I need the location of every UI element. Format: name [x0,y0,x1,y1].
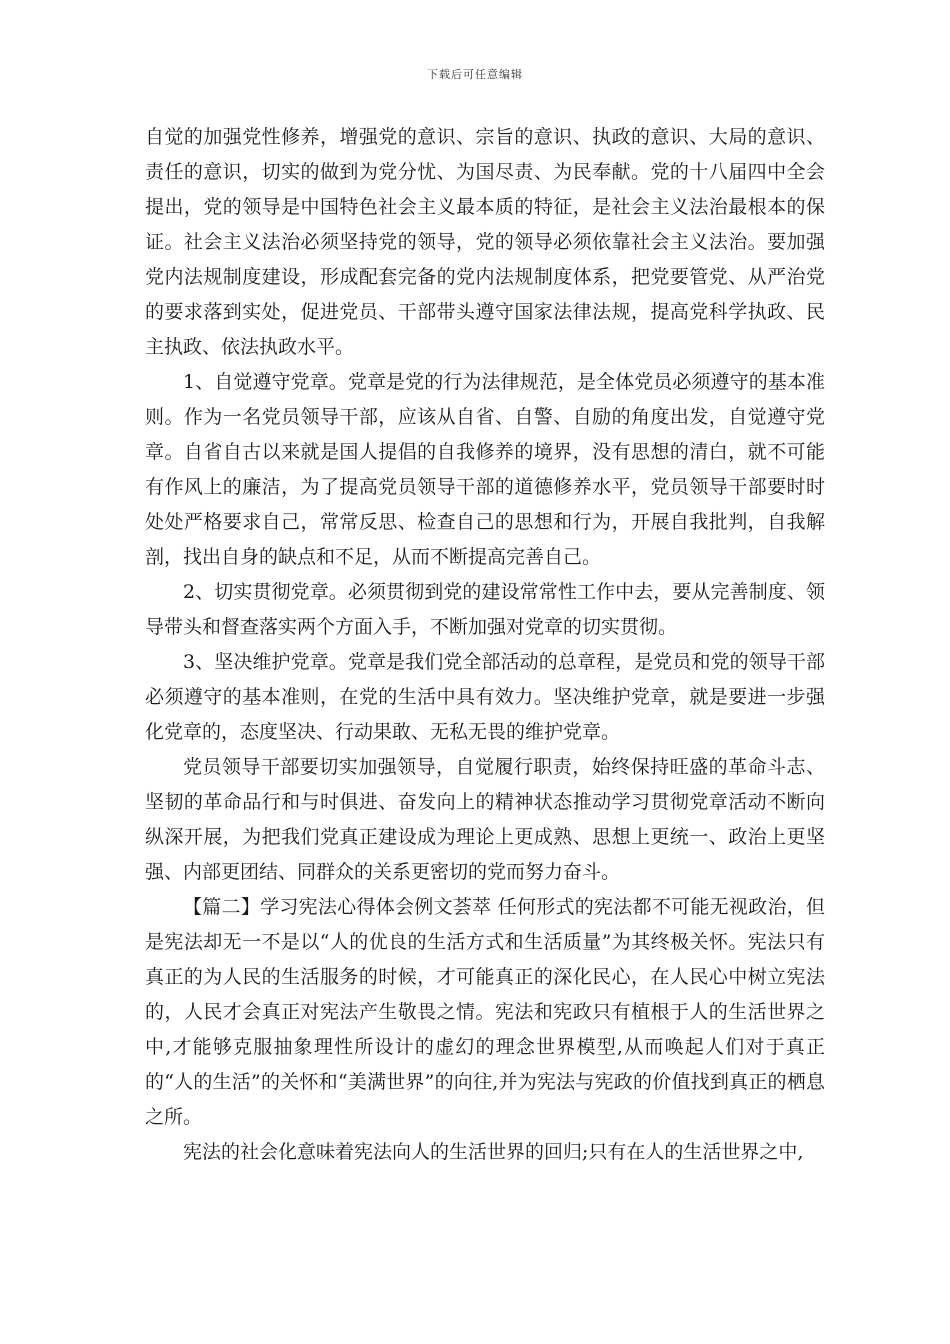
paragraph-2: 1、自觉遵守党章。党章是党的行为法律规范，是全体党员必须遵守的基本准则。作为一名党员领导干部，应该从自省、自警、自励的角度出发，自觉遵守党章。自省自古以来就是国人提倡的自我修养的境界，没有思想的清白，就不可能有作风上的廉洁，为了提高党员领导干部的道德修养水平，党员领导干部要时时处处严格要求自己，常常反思、检查自己的思想和行为，开展自我批判，自我解剖，找出自身的缺点和不足，从而不断提高完善自己。 [145,371,825,568]
page-header: 下载后可任意编辑 [427,68,523,81]
document-body [145,120,825,1170]
paragraph-6: 【篇二】学习宪法心得体会例文荟萃 任何形式的宪法都不可能无视政治，但是宪法却无一不是以“人的优良的生活方式和生活质量”为其终极关怀。宪法只有真正的为人民的生活服务的时候，才可能真正的深化民心，在人民心中树立宪法的，人民才会真正对宪法产生敬畏之情。宪法和宪政只有植根于人的生活世界之中,才能够克服抽象理性所设计的虚幻的理念世界模型,从而唤起人们对于真正的“人的生活”的关怀和“美满世界”的向往,并为宪法与宪政的价值找到真正的栖息之所。 [145,896,825,1128]
paragraph-7: 宪法的社会化意味着宪法向人的生活世界的回归;只有在人的生活世界之中, [183,1141,804,1163]
paragraph-3: 2、切实贯彻党章。必须贯彻到党的建设常常性工作中去，要从完善制度、领导带头和督查落实两个方面入手，不断加强对党章的切实贯彻。 [145,581,825,638]
paragraph-1: 自觉的加强党性修养，增强党的意识、宗旨的意识、执政的意识、大局的意识、责任的意识，切实的做到为党分忧、为国尽责、为民奉献。党的十八届四中全会提出，党的领导是中国特色社会主义最本质的特征，是社会主义法治最根本的保证。社会主义法治必须坚持党的领导，党的领导必须依靠社会主义法治。要加强党内法规制度建设，形成配套完备的党内法规制度体系，把党要管党、从严治党的要求落到实处，促进党员、干部带头遵守国家法律法规，提高党科学执政、民主执政、依法执政水平。 [145,126,825,358]
paragraph-5: 党员领导干部要切实加强领导，自觉履行职责，始终保持旺盛的革命斗志、坚韧的革命品行和与时俱进、奋发向上的精神状态推动学习贯彻党章活动不断向纵深开展，为把我们党真正建设成为理论上更成熟、思想上更统一、政治上更坚强、内部更团结、同群众的关系更密切的党而努力奋斗。 [145,756,825,883]
paragraph-4: 3、坚决维护党章。党章是我们党全部活动的总章程，是党员和党的领导干部必须遵守的基本准则，在党的生活中具有效力。坚决维护党章，就是要进一步强化党章的，态度坚决、行动果敢、无私无畏的维护党章。 [145,651,825,743]
